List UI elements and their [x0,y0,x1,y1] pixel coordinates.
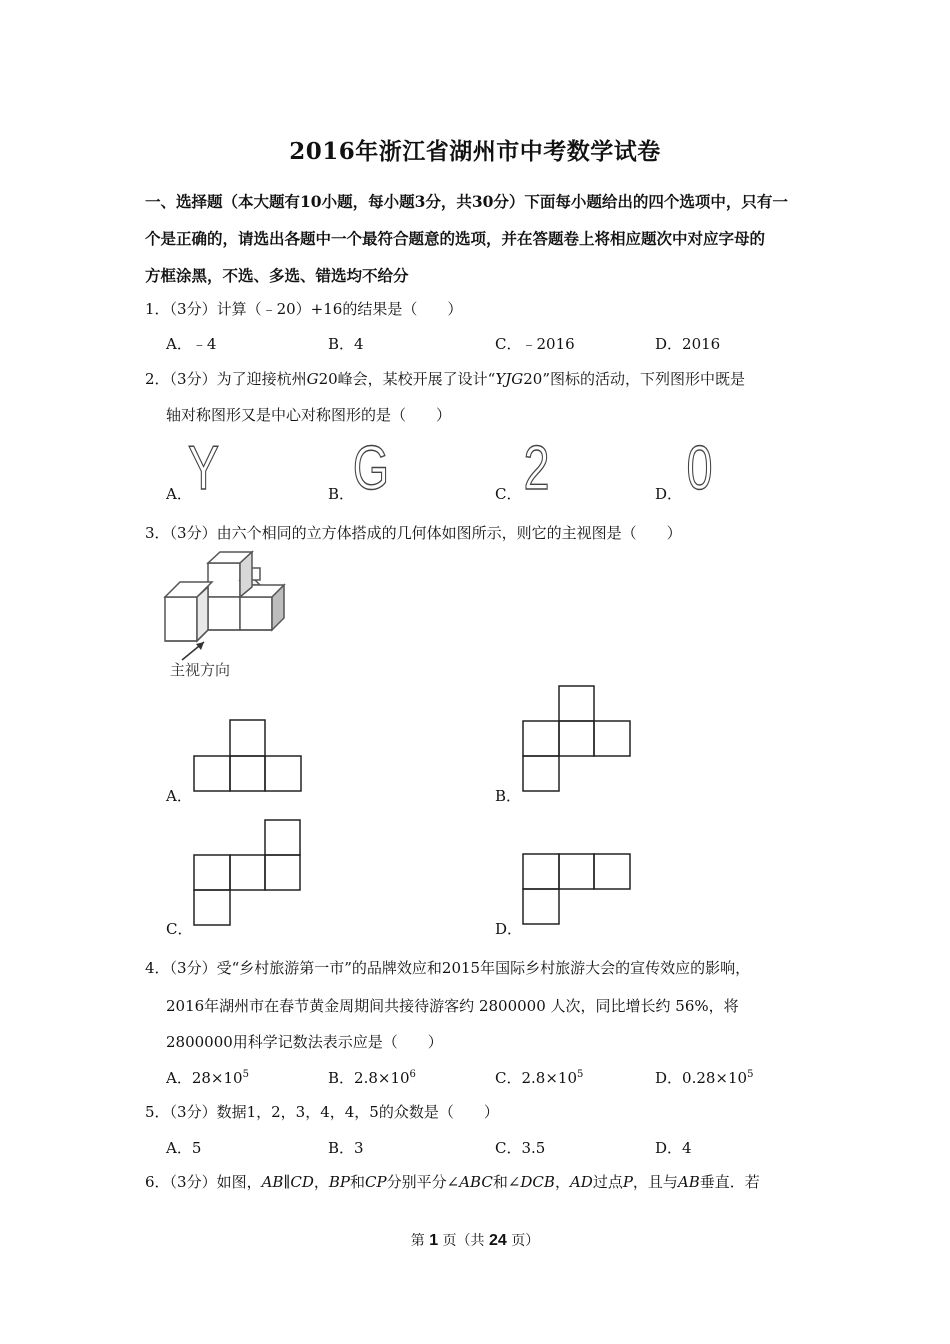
q2-figure-2 [520,432,560,503]
q4-stem-line3: 2800000用科学记数法表示应是（ ） [166,1033,443,1051]
q5-stem: 5．（3分）数据1，2，3，4，4，5的众数是（ ） [145,1103,499,1121]
q4-option-d: D．$0.28\times 10^5$ [655,1069,754,1087]
q1-option-d: D．2016 [655,335,721,353]
section-instructions [145,183,825,294]
q3-label-c: C． [166,920,193,938]
q5-option-c: C．3.5 [495,1139,546,1157]
q5-option-a: A．5 [166,1139,202,1157]
q2-figure-g [352,432,396,503]
q1-option-c: C．﹣2016 [495,335,575,353]
q4-option-c: C．$2.8\times 10^5$ [495,1069,584,1087]
q3-option-a-figure [190,718,305,796]
q6-stem: 6．（3分）如图，AB∥CD，BP和CP分别平分∠ABC和∠DCB，AD过点P，且与AB垂直．若 [145,1173,760,1191]
q5-option-b: B．3 [328,1139,364,1157]
q5-option-d: D．4 [655,1139,692,1157]
svg-text:0: 0 [686,432,713,503]
q2-label-b: B． [328,485,355,503]
q3-stem: 3．（3分）由六个相同的立方体搭成的几何体如图所示，则它的主视图是（ ） [145,524,682,542]
q2-stem: 2．（3分）为了迎接杭州G20峰会，某校开展了设计“YJG20”图标的活动，下列图形中既是 [145,370,746,388]
q3-label-b: B． [495,787,522,805]
q4-option-a: A．$28\times 10^5$ [166,1069,249,1087]
svg-text:G: G [352,432,390,503]
q2-label-a: A． [166,485,192,503]
q3-label-d: D． [495,920,523,938]
q3-option-b-figure [520,684,635,794]
q2-stem-line2: 轴对称图形又是中心对称图形的是（ ） [166,406,452,424]
q3-solid-figure [160,550,300,680]
page-title: 2016年浙江省湖州市中考数学试卷 [289,138,661,165]
q3-option-c-figure [190,818,305,928]
svg-text:主视方向: 主视方向 [170,662,231,679]
q4-stem-line1: 4．（3分）受“乡村旅游第一市”的品牌效应和2015年国际乡村旅游大会的宣传效应的影响， [145,959,751,977]
q4-option-b: B．$2.8\times 10^6$ [328,1069,416,1087]
q1-option-b: B．4 [328,335,364,353]
q3-option-d-figure [520,852,635,930]
q3-label-a: A． [166,787,192,805]
section-line-2: 个是正确的，请选出各题中一个最符合题意的选项，并在答题卷上将相应题次中对应字母的 [145,229,766,248]
q2-label-d: D． [655,485,683,503]
svg-text:2: 2 [523,432,550,503]
q2-figure-0 [683,432,723,503]
q1-option-a: A．﹣4 [166,335,217,353]
q1-stem: 1．（3分）计算（﹣20）+16的结果是（ ） [145,300,463,318]
q2-figure-y [187,432,230,503]
q4-stem-line2: 2016年湖州市在春节黄金周期间共接待游客约 2800000 人次，同比增长约 56%，将 [166,997,739,1015]
page-footer: 第 1 页（共 24 页） [410,1232,540,1249]
section-line-3: 方框涂黑，不选、多选、错选均不给分 [145,266,409,285]
svg-text:Y: Y [187,432,220,503]
q2-label-c: C． [495,485,522,503]
section-line-1: 一、选择题（本大题有10小题，每小题3分，共30分）下面每小题给出的四个选项中，只有一 [145,192,788,211]
